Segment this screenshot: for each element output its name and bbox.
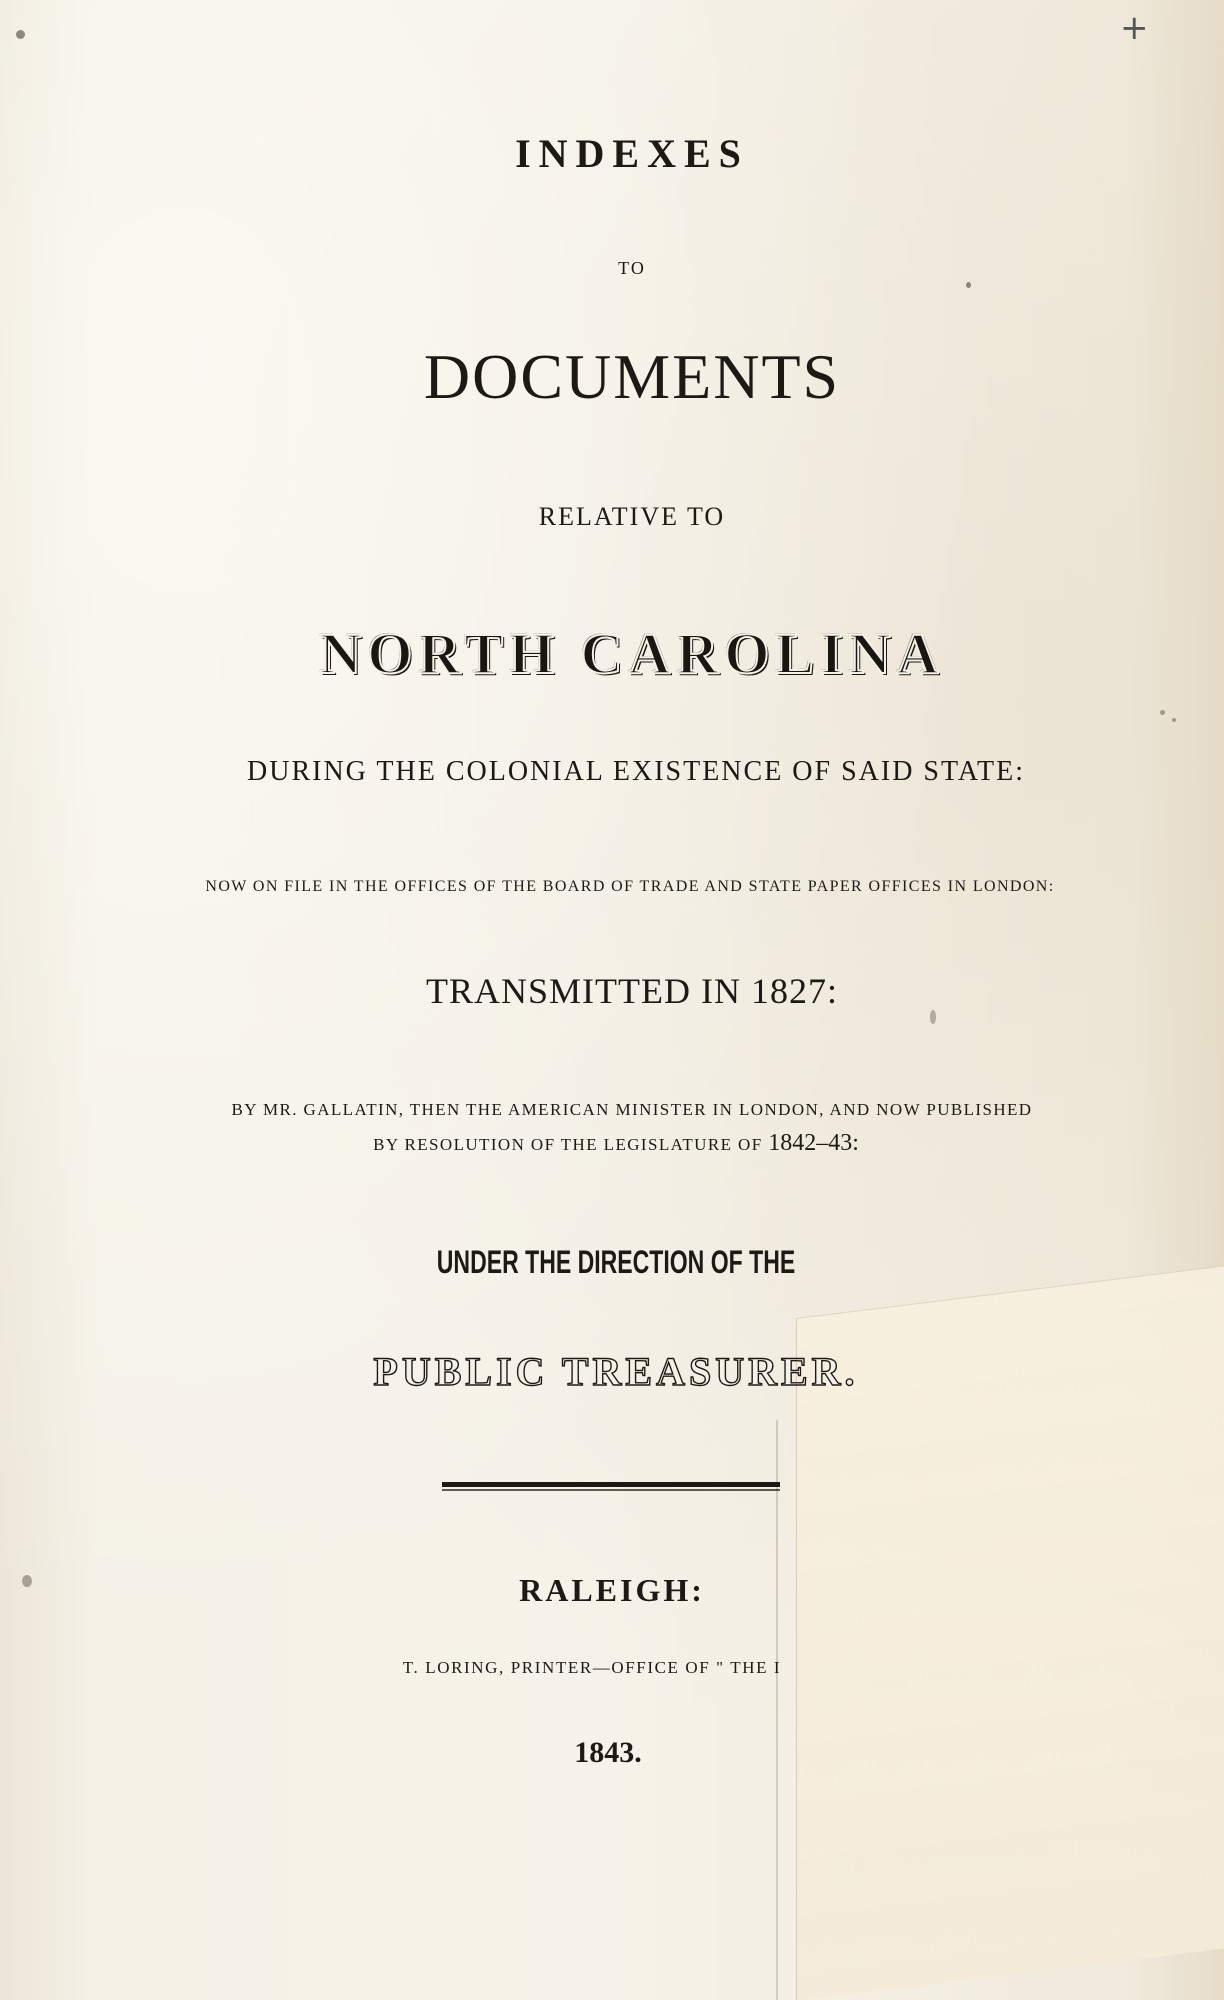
subtitle-during: DURING THE COLONIAL EXISTENCE OF SAID STATE: [247, 756, 1025, 787]
legislature-year: 1842–43: [768, 1130, 859, 1156]
heading-documents: DOCUMENTS [423, 341, 841, 412]
ink-speck [16, 30, 25, 39]
ink-speck [930, 1010, 936, 1024]
subtitle-now-on-file: NOW ON FILE IN THE OFFICES OF THE BOARD OF TRADE AND STATE PAPER OFFICES IN LONDON: [205, 878, 1055, 895]
subtitle-public-treasurer: PUBLIC TREASURER. [373, 1349, 859, 1394]
heading-indexes: INDEXES [515, 131, 749, 176]
paper-repair-edge [776, 1420, 778, 2000]
heading-relative-to: RELATIVE TO [538, 502, 726, 531]
subtitle-under-direction: UNDER THE DIRECTION OF THE [436, 1244, 796, 1280]
heading-state-name: NORTH CAROLINA [319, 621, 945, 686]
subtitle-transmitted: TRANSMITTED IN 1827: [426, 971, 838, 1011]
heading-to: TO [618, 258, 646, 278]
decorative-rule [442, 1482, 780, 1487]
ink-speck [1160, 710, 1165, 715]
subtitle-by-mr: BY MR. GALLATIN, THEN THE AMERICAN MINISTER IN LONDON, AND NOW PUBLISHED [231, 1100, 1033, 1119]
corner-mark: + [1120, 8, 1149, 48]
imprint-place: RALEIGH: [519, 1572, 705, 1608]
decorative-rule-thin [442, 1489, 780, 1491]
imprint-printer: T. LORING, PRINTER—OFFICE OF " THE I [402, 1658, 782, 1677]
ink-speck [966, 282, 971, 288]
ink-speck [1172, 718, 1176, 722]
subtitle-by-resolution [4, 1130, 1224, 1157]
by-resolution-text: BY RESOLUTION OF THE LEGISLATURE OF [373, 1135, 763, 1154]
imprint-year: 1843. [574, 1736, 642, 1769]
